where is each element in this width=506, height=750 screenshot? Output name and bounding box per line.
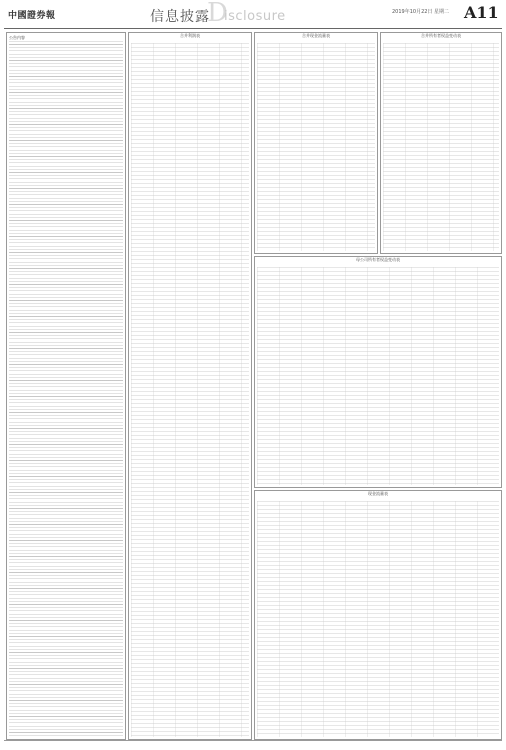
table-header: 母公司所有者权益变动表 bbox=[356, 257, 400, 262]
financial-table-column bbox=[128, 32, 252, 740]
footer-rule bbox=[4, 740, 502, 741]
table-header: 合并所有者权益变动表 bbox=[421, 33, 461, 38]
financial-table-column bbox=[254, 32, 378, 254]
wide-financial-table bbox=[254, 256, 502, 488]
header-rule bbox=[4, 28, 502, 29]
section-initial: D bbox=[207, 0, 228, 28]
table-header: 合并利润表 bbox=[180, 33, 200, 38]
text-block bbox=[9, 41, 123, 737]
table-grid bbox=[257, 43, 375, 251]
table-header: 合并现金流量表 bbox=[302, 33, 330, 38]
column-label: 公告内容 bbox=[9, 35, 25, 40]
section-english: isclosure bbox=[224, 9, 286, 24]
newspaper-logo: 中國證券報 bbox=[8, 11, 56, 21]
table-grid bbox=[257, 267, 499, 485]
financial-table-column bbox=[380, 32, 502, 254]
table-grid bbox=[257, 501, 499, 737]
wide-financial-table bbox=[254, 490, 502, 740]
issue-date: 2019年10月22日 星期二 bbox=[392, 9, 450, 15]
table-grid bbox=[131, 43, 249, 737]
page-number: A11 bbox=[464, 3, 499, 22]
announcement-column bbox=[6, 32, 126, 740]
table-grid bbox=[383, 43, 499, 251]
section-title: 信息披露 bbox=[150, 9, 210, 25]
masthead bbox=[0, 0, 506, 28]
table-header: 现金流量表 bbox=[368, 491, 388, 496]
